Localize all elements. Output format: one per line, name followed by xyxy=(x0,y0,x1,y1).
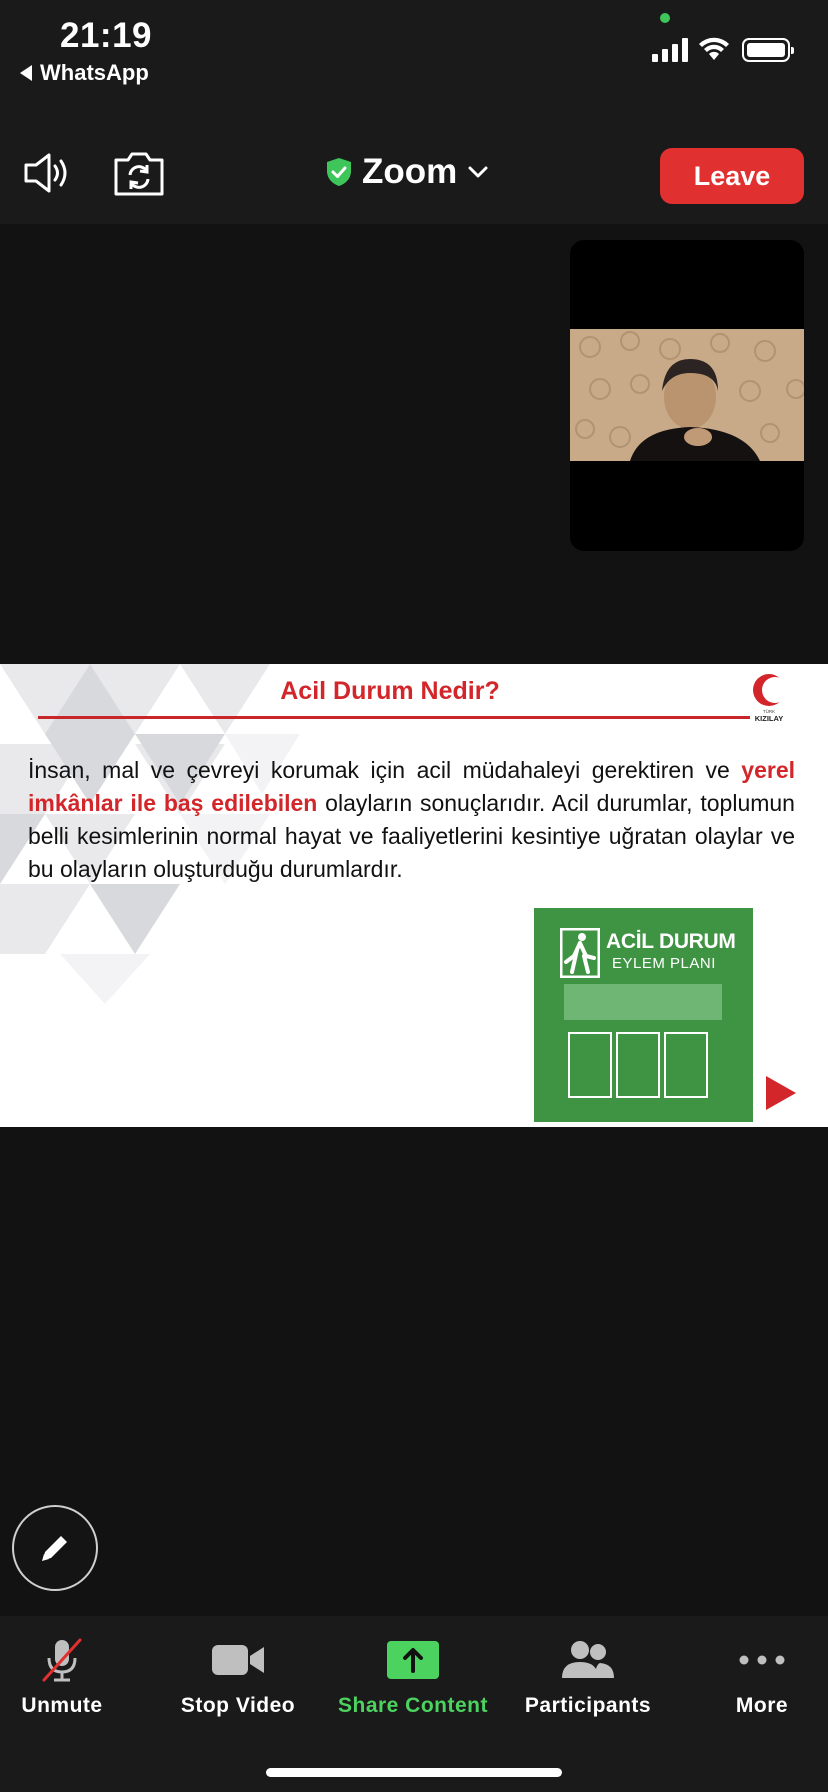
status-time: 21:19 xyxy=(60,16,153,55)
leave-button[interactable]: Leave xyxy=(660,148,804,204)
participant-video-feed xyxy=(570,329,804,461)
poster-icon-row xyxy=(568,1032,708,1098)
share-upload-icon xyxy=(387,1641,439,1679)
svg-text:KIZILAY: KIZILAY xyxy=(754,714,784,723)
stop-video-button[interactable] xyxy=(153,1636,323,1718)
self-video-tile[interactable] xyxy=(570,240,804,551)
meeting-toolbar xyxy=(0,100,828,224)
paragraph-highlight: yerel imkânlar ile baş edilebilen xyxy=(28,757,795,816)
red-crescent-icon xyxy=(748,668,790,724)
paragraph-start: İnsan, mal ve çevreyi korumak için acil müdahaleyi gerektiren ve xyxy=(28,757,742,783)
video-camera-icon xyxy=(212,1643,264,1677)
emergency-exit-icon xyxy=(560,928,600,978)
back-app-label: WhatsApp xyxy=(40,60,149,85)
back-triangle-icon xyxy=(20,65,32,81)
shield-check-icon xyxy=(326,157,352,187)
camera-in-use-indicator xyxy=(660,13,670,23)
emergency-action-plan-poster xyxy=(534,908,753,1122)
assembly-area-icon xyxy=(568,1032,612,1098)
back-to-app-link[interactable] xyxy=(20,60,149,86)
shared-slide xyxy=(0,664,828,1127)
participants-label: Participants xyxy=(524,1694,652,1717)
poster-title: ACİL DURUM xyxy=(606,930,736,953)
participants-button[interactable] xyxy=(503,1636,673,1718)
slide-title-rule xyxy=(38,716,750,719)
microphone-muted-icon xyxy=(38,1636,86,1684)
share-content-button[interactable] xyxy=(328,1636,498,1718)
next-slide-arrow-icon[interactable] xyxy=(766,1076,796,1110)
wifi-icon xyxy=(697,36,731,62)
camera-switch-icon[interactable] xyxy=(112,148,166,198)
pencil-icon xyxy=(37,1530,73,1566)
unmute-label: Unmute xyxy=(21,1694,103,1717)
battery-icon xyxy=(742,38,790,62)
more-label: More xyxy=(735,1694,789,1717)
slide-title: Acil Durum Nedir? xyxy=(280,677,500,705)
paragraph-end: olayların sonuçlarıdır. Acil durumlar, toplumun belli kesimlerinin normal hayat ve faaliyetlerini kesintiye uğratan olaylar ve bu olayların oluşturduğu durumlardır. xyxy=(28,790,795,882)
participants-icon xyxy=(560,1640,616,1680)
cellular-signal-icon xyxy=(652,38,688,62)
more-dots-icon xyxy=(739,1655,785,1665)
meeting-controls-bar xyxy=(0,1616,828,1792)
poster-subtitle: EYLEM PLANI xyxy=(612,955,716,972)
status-bar xyxy=(0,0,828,100)
speaker-icon[interactable] xyxy=(22,150,74,196)
home-indicator[interactable] xyxy=(266,1768,562,1777)
stop-video-label: Stop Video xyxy=(180,1694,296,1717)
meeting-title: Zoom xyxy=(362,152,458,191)
annotate-button[interactable] xyxy=(12,1505,98,1591)
svg-text:TÜRK: TÜRK xyxy=(762,709,776,714)
emergency-phone-icon xyxy=(664,1032,708,1098)
chevron-down-icon xyxy=(467,165,489,179)
more-button[interactable] xyxy=(677,1636,828,1718)
fire-escape-icon xyxy=(616,1032,660,1098)
meeting-title-dropdown[interactable] xyxy=(326,152,489,192)
kizilay-logo xyxy=(748,668,790,724)
unmute-button[interactable] xyxy=(0,1636,147,1718)
slide-paragraph xyxy=(28,754,795,886)
poster-description-box xyxy=(564,984,722,1020)
share-content-label: Share Content xyxy=(337,1694,488,1717)
